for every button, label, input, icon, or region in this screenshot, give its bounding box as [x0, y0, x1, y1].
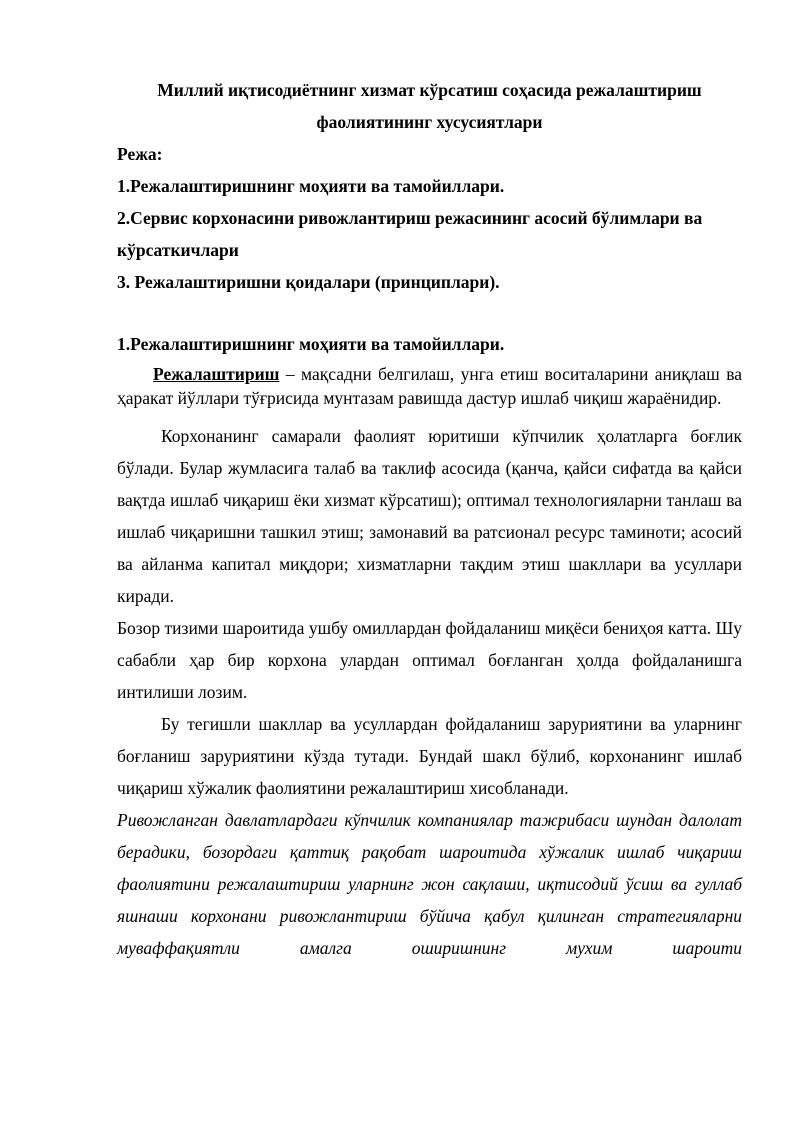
body-paragraph-3: Бу тегишли шакллар ва усуллардан фойдаланиш заруриятини ва уларнинг боғланиш заруриятини кўзда тутади. Бундай шакл бўлиб, корхонанинг ишлаб чиқариш хўжалик фаолиятини режалаштириш хисобланади. [117, 714, 742, 798]
definition-text: – мақсадни белгилаш, унга етиш воситаларини аниқлаш ва ҳаракат йўллари тўғрисида мунтазам равишда дастур ишлаб чиқиш жараёнидир. [117, 364, 742, 408]
plan-item-1: 1.Режалаштиришнинг моҳияти ва тамойиллари. [117, 176, 505, 196]
document-page [117, 72, 742, 964]
body-paragraph-2: Бозор тизими шароитида ушбу омиллардан фойдаланиш миқёси бениҳоя катта. Шу сабабли ҳар бир корхона улардан оптимал боғланган ҳолда фойдаланишга интилиши лозим. [117, 618, 742, 702]
body-paragraph-1: Корхонанинг самарали фаолият юритиши кўпчилик ҳолатларга боғлик бўлади. Булар жумласига талаб ва таклиф асосида (қанча, қайси сифатда ва қайси вақтда ишлаб чиқариш ёки хизмат кўрсатиш); оптимал технологияларни танлаш ва ишлаб чиқаришни ташкил этиш; замонавий ва ратсионал ресурс таминоти; асосий ва айланма капитал миқдори; хизматларни тақдим этиш шакллари ва усуллари киради. [117, 426, 742, 606]
section-gap [117, 298, 742, 328]
body-paragraph-4-italic: Ривожланган давлатлардаги кўпчилик компаниялар тажрибаси шундан далолат берадики, бозордаги қаттиқ рақобат шароитида хўжалик ишлаб чиқариш фаолиятини режалаштириш уларнинг жон сақлаши, иқтисодий ўсиш ва гуллаб яшнаши корхонани ривожлантириш бўйича қабул қилинган стратегияларни муваффақиятли амалга оширишнинг мухим шароити [117, 810, 742, 958]
section-heading: 1.Режалаштиришнинг моҳияти ва тамойиллари. [117, 334, 505, 354]
plan-item-3: 3. Режалаштиришни қоидалари (принциплари). [117, 272, 500, 292]
document-title: Миллий иқтисодиётнинг хизмат кўрсатиш соҳасида режалаштириш фаолиятининг хусусиятлари [157, 80, 702, 132]
definition-term: Режалаштириш [153, 364, 280, 384]
plan-heading: Режа: [117, 144, 163, 164]
plan-item-2: 2.Сервис корхонасини ривожлантириш режасининг асосий бўлимлари ва кўрсаткичлари [117, 208, 703, 260]
definition-paragraph [117, 362, 742, 410]
